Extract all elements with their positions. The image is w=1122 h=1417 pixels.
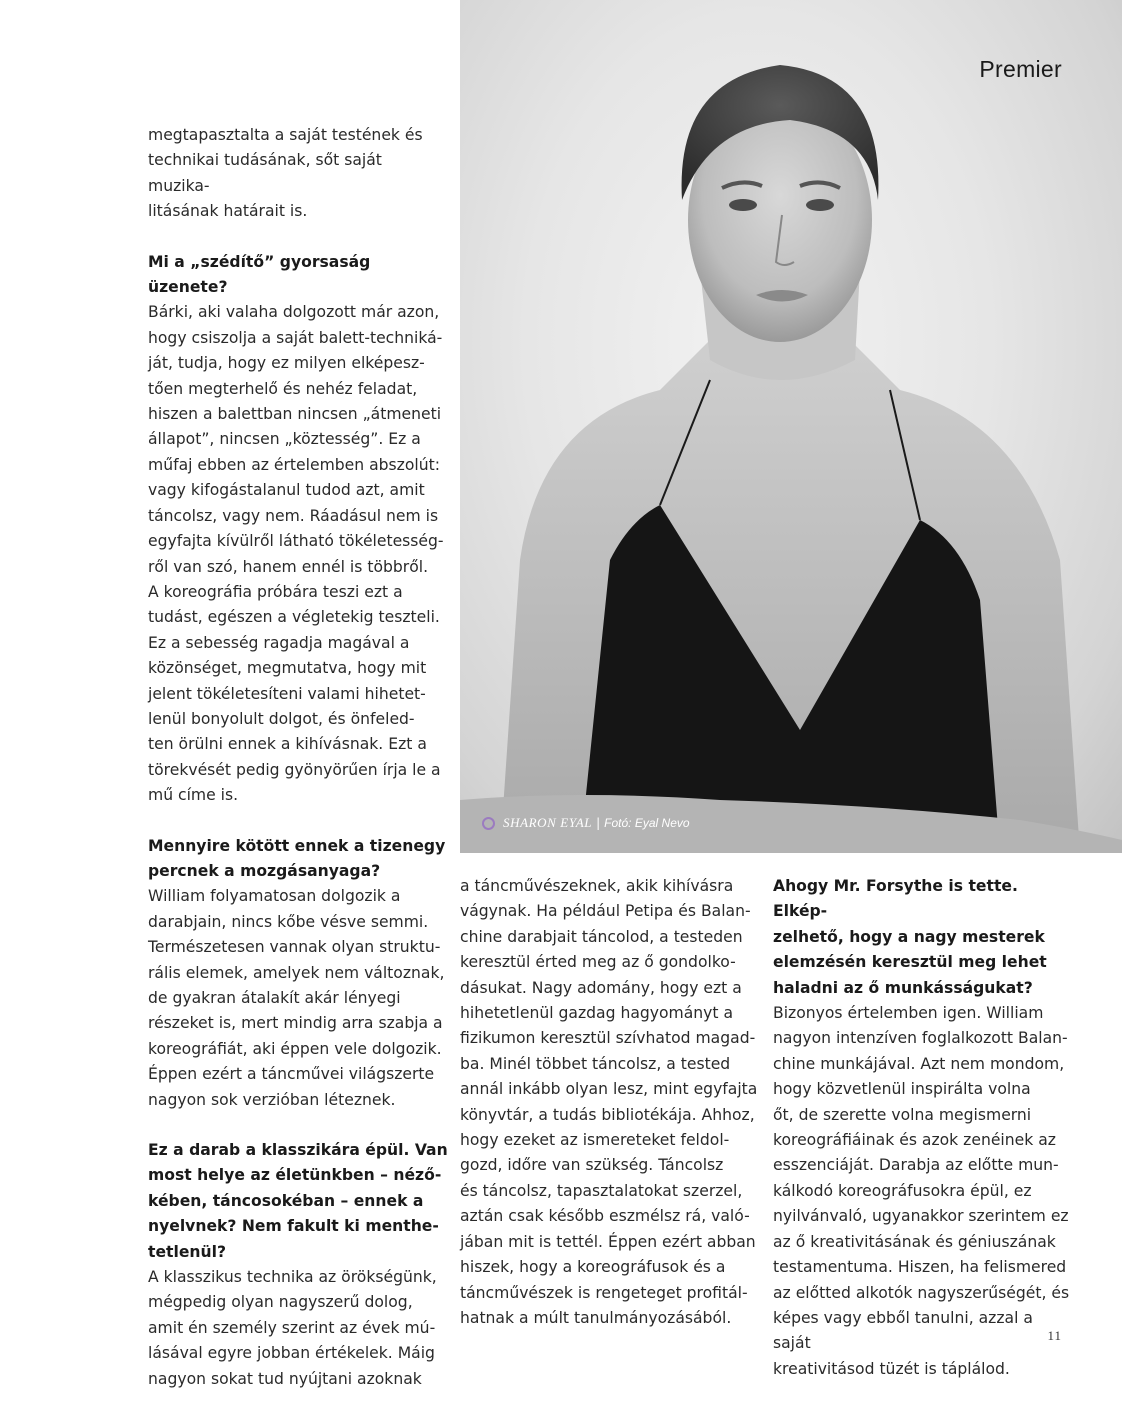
text-line: ről van szó, hanem ennél is többről.	[148, 557, 429, 576]
section-label: Premier	[979, 56, 1062, 82]
text-line: testamentuma. Hiszen, ha felismered	[773, 1258, 1067, 1277]
interview-question	[148, 1138, 448, 1265]
text-line: Természetesen vannak olyan struktu-	[148, 938, 441, 957]
text-line: közönséget, megmutatva, hogy mit	[148, 659, 427, 678]
caption-credit: Fotó: Eyal Nevo	[604, 816, 690, 830]
text-line: jelent tökéletesíteni valami hihetet-	[148, 684, 426, 703]
interview-question	[148, 250, 448, 301]
text-line: állapot”, nincsen „köztesség”. Ez a	[148, 430, 421, 449]
text-line: Bizonyos értelemben igen. William	[773, 1004, 1044, 1023]
text-line: koreográfiáinak és azok zenéinek az	[773, 1131, 1056, 1150]
text-line: Ez a sebesség ragadja magával a	[148, 633, 410, 652]
text-line: elemzésén keresztül meg lehet	[773, 953, 1047, 972]
text-line: haladni az ő munkásságukat?	[773, 978, 1033, 997]
text-line: Éppen ezért a táncművei világszerte	[148, 1065, 435, 1084]
text-line: hogy csiszolja a saját balett-techniká-	[148, 328, 443, 347]
text-line: hogy ezeket az ismereteket feldol-	[460, 1131, 730, 1150]
text-line: aztán csak később eszmélsz rá, való-	[460, 1207, 750, 1226]
text-line: hiszen a balettban nincsen „átmeneti	[148, 405, 442, 424]
page-number: 11	[1047, 1328, 1062, 1343]
text-line: rális elemek, amelyek nem változnak,	[148, 963, 445, 982]
text-line: chine munkájával. Azt nem mondom,	[773, 1054, 1065, 1073]
body-paragraph	[148, 1265, 448, 1392]
text-line: kében, táncosokéban – ennek a	[148, 1191, 424, 1210]
text-line: az ő kreativitásának és géniuszának	[773, 1232, 1056, 1251]
text-line: képes vagy ebből tanulni, azzal a saját	[773, 1308, 1033, 1353]
text-line: dásukat. Nagy adomány, hogy ezt a	[460, 978, 742, 997]
body-paragraph	[773, 1001, 1073, 1382]
text-line: zelhető, hogy a nagy mesterek	[773, 927, 1045, 946]
body-paragraph	[148, 123, 448, 225]
text-line: litásának határait is.	[148, 202, 308, 221]
text-line: fizikumon keresztül szívhatod magad-	[460, 1029, 756, 1048]
text-line: Mennyire kötött ennek a tizenegy	[148, 836, 446, 855]
text-line: A koreográfia próbára teszi ezt a	[148, 582, 403, 601]
text-line: nyelvnek? Nem fakult ki menthe-	[148, 1217, 439, 1236]
text-column-middle	[460, 874, 760, 1331]
portrait-illustration	[460, 0, 1122, 853]
text-line: Ahogy Mr. Forsythe is tette. Elkép-	[773, 877, 1018, 921]
text-line: chine darabjait táncolod, a testeden	[460, 927, 743, 946]
interview-question	[148, 834, 448, 885]
caption-separator: |	[596, 816, 601, 830]
text-line: a táncművészeknek, akik kihívásra	[460, 877, 734, 895]
text-line: nagyon sokat tud nyújtani azoknak	[148, 1369, 422, 1388]
text-line: az előtted alkotók nagyszerűségét, és	[773, 1283, 1070, 1302]
text-line: őt, de szerette volna megismerni	[773, 1105, 1032, 1124]
text-line: kreativitásod tüzét is táplálod.	[773, 1359, 1010, 1378]
text-column-right	[773, 874, 1073, 1382]
text-line: most helye az életünkben – néző-	[148, 1166, 442, 1185]
text-line: hiszek, hogy a koreográfusok és a	[460, 1258, 726, 1277]
portrait-photo	[460, 0, 1122, 853]
text-line: táncművészek is rengeteget profitál-	[460, 1283, 748, 1302]
text-line: nyilvánvaló, ugyanakkor szerintem ez	[773, 1207, 1069, 1226]
text-column-left	[148, 123, 448, 1392]
text-line: lenül bonyolult dolgot, és önfeled-	[148, 709, 415, 728]
photo-caption	[482, 815, 690, 831]
text-line: ba. Minél többet táncolsz, a tested	[460, 1054, 731, 1073]
text-line: vagy kifogástalanul tudod azt, amit	[148, 481, 425, 500]
body-paragraph	[148, 884, 448, 1113]
text-line: gozd, időre van szükség. Táncolsz	[460, 1156, 724, 1175]
caption-subject: SHARON EYAL	[503, 815, 593, 830]
text-line: törekvését pedig gyönyörűen írja le a	[148, 760, 441, 779]
text-line: és táncolsz, tapasztalatokat szerzel,	[460, 1181, 743, 1200]
text-line: percnek a mozgásanyaga?	[148, 861, 381, 880]
text-line: de gyakran átalakít akár lényegi	[148, 989, 401, 1007]
text-line: amit én személy szerint az évek mú-	[148, 1318, 436, 1337]
text-line: lásával egyre jobban értékelek. Máig	[148, 1344, 435, 1363]
text-line: annál inkább olyan lesz, mint egyfajta	[460, 1080, 758, 1099]
text-line: esszenciáját. Darabja az előtte mun-	[773, 1156, 1059, 1175]
text-line: tően megterhelő és nehéz feladat,	[148, 379, 418, 398]
text-line: koreográfiát, aki éppen vele dolgozik.	[148, 1039, 442, 1058]
body-paragraph	[148, 300, 448, 808]
text-line: kálkodó koreográfusokra épül, ez	[773, 1181, 1032, 1200]
text-line: ját, tudja, hogy ez milyen elképesz-	[148, 354, 425, 373]
text-line: részeket is, mert mindig arra szabja a	[148, 1014, 443, 1033]
text-line: műfaj ebben az értelemben abszolút:	[148, 455, 440, 474]
body-paragraph	[460, 874, 760, 1331]
text-line: William folyamatosan dolgozik a	[148, 887, 401, 906]
text-line: keresztül érted meg az ő gondolko-	[460, 953, 736, 972]
text-line: könyvtár, a tudás bibliotékája. Ahhoz,	[460, 1105, 755, 1124]
text-line: technikai tudásának, sőt saját muzika-	[148, 151, 382, 195]
text-line: A klasszikus technika az örökségünk,	[148, 1268, 437, 1287]
text-line: hatnak a múlt tanulmányozásából.	[460, 1308, 732, 1327]
caption-ring-icon	[482, 817, 495, 830]
text-line: mű címe is.	[148, 786, 239, 805]
text-line: nagyon intenzíven foglalkozott Balan-	[773, 1029, 1068, 1048]
text-line: egyfajta kívülről látható tökéletesség-	[148, 532, 444, 551]
text-line: vágynak. Ha például Petipa és Balan-	[460, 902, 751, 921]
text-line: megtapasztalta a saját testének és	[148, 126, 423, 144]
text-line: Ez a darab a klasszikára épül. Van	[148, 1141, 448, 1160]
text-line: táncolsz, vagy nem. Ráadásul nem is	[148, 506, 439, 525]
text-line: tudást, egészen a végletekig teszteli.	[148, 608, 440, 627]
text-line: hogy közvetlenül inspirálta volna	[773, 1080, 1031, 1099]
text-line: hihetetlenül gazdag hagyományt a	[460, 1004, 734, 1023]
text-line: nagyon sok verzióban léteznek.	[148, 1090, 396, 1109]
text-line: tetlenül?	[148, 1242, 226, 1261]
text-line: ten örülni ennek a kihívásnak. Ezt a	[148, 735, 427, 754]
text-line: jában mit is tettél. Éppen ezért abban	[460, 1232, 756, 1251]
text-line: mégpedig olyan nagyszerű dolog,	[148, 1293, 413, 1312]
text-line: Mi a „szédítő” gyorsaság üzenete?	[148, 252, 371, 297]
text-line: darabjain, nincs kőbe vésve semmi.	[148, 912, 429, 931]
interview-question	[773, 874, 1073, 1001]
text-line: Bárki, aki valaha dolgozott már azon,	[148, 303, 440, 322]
